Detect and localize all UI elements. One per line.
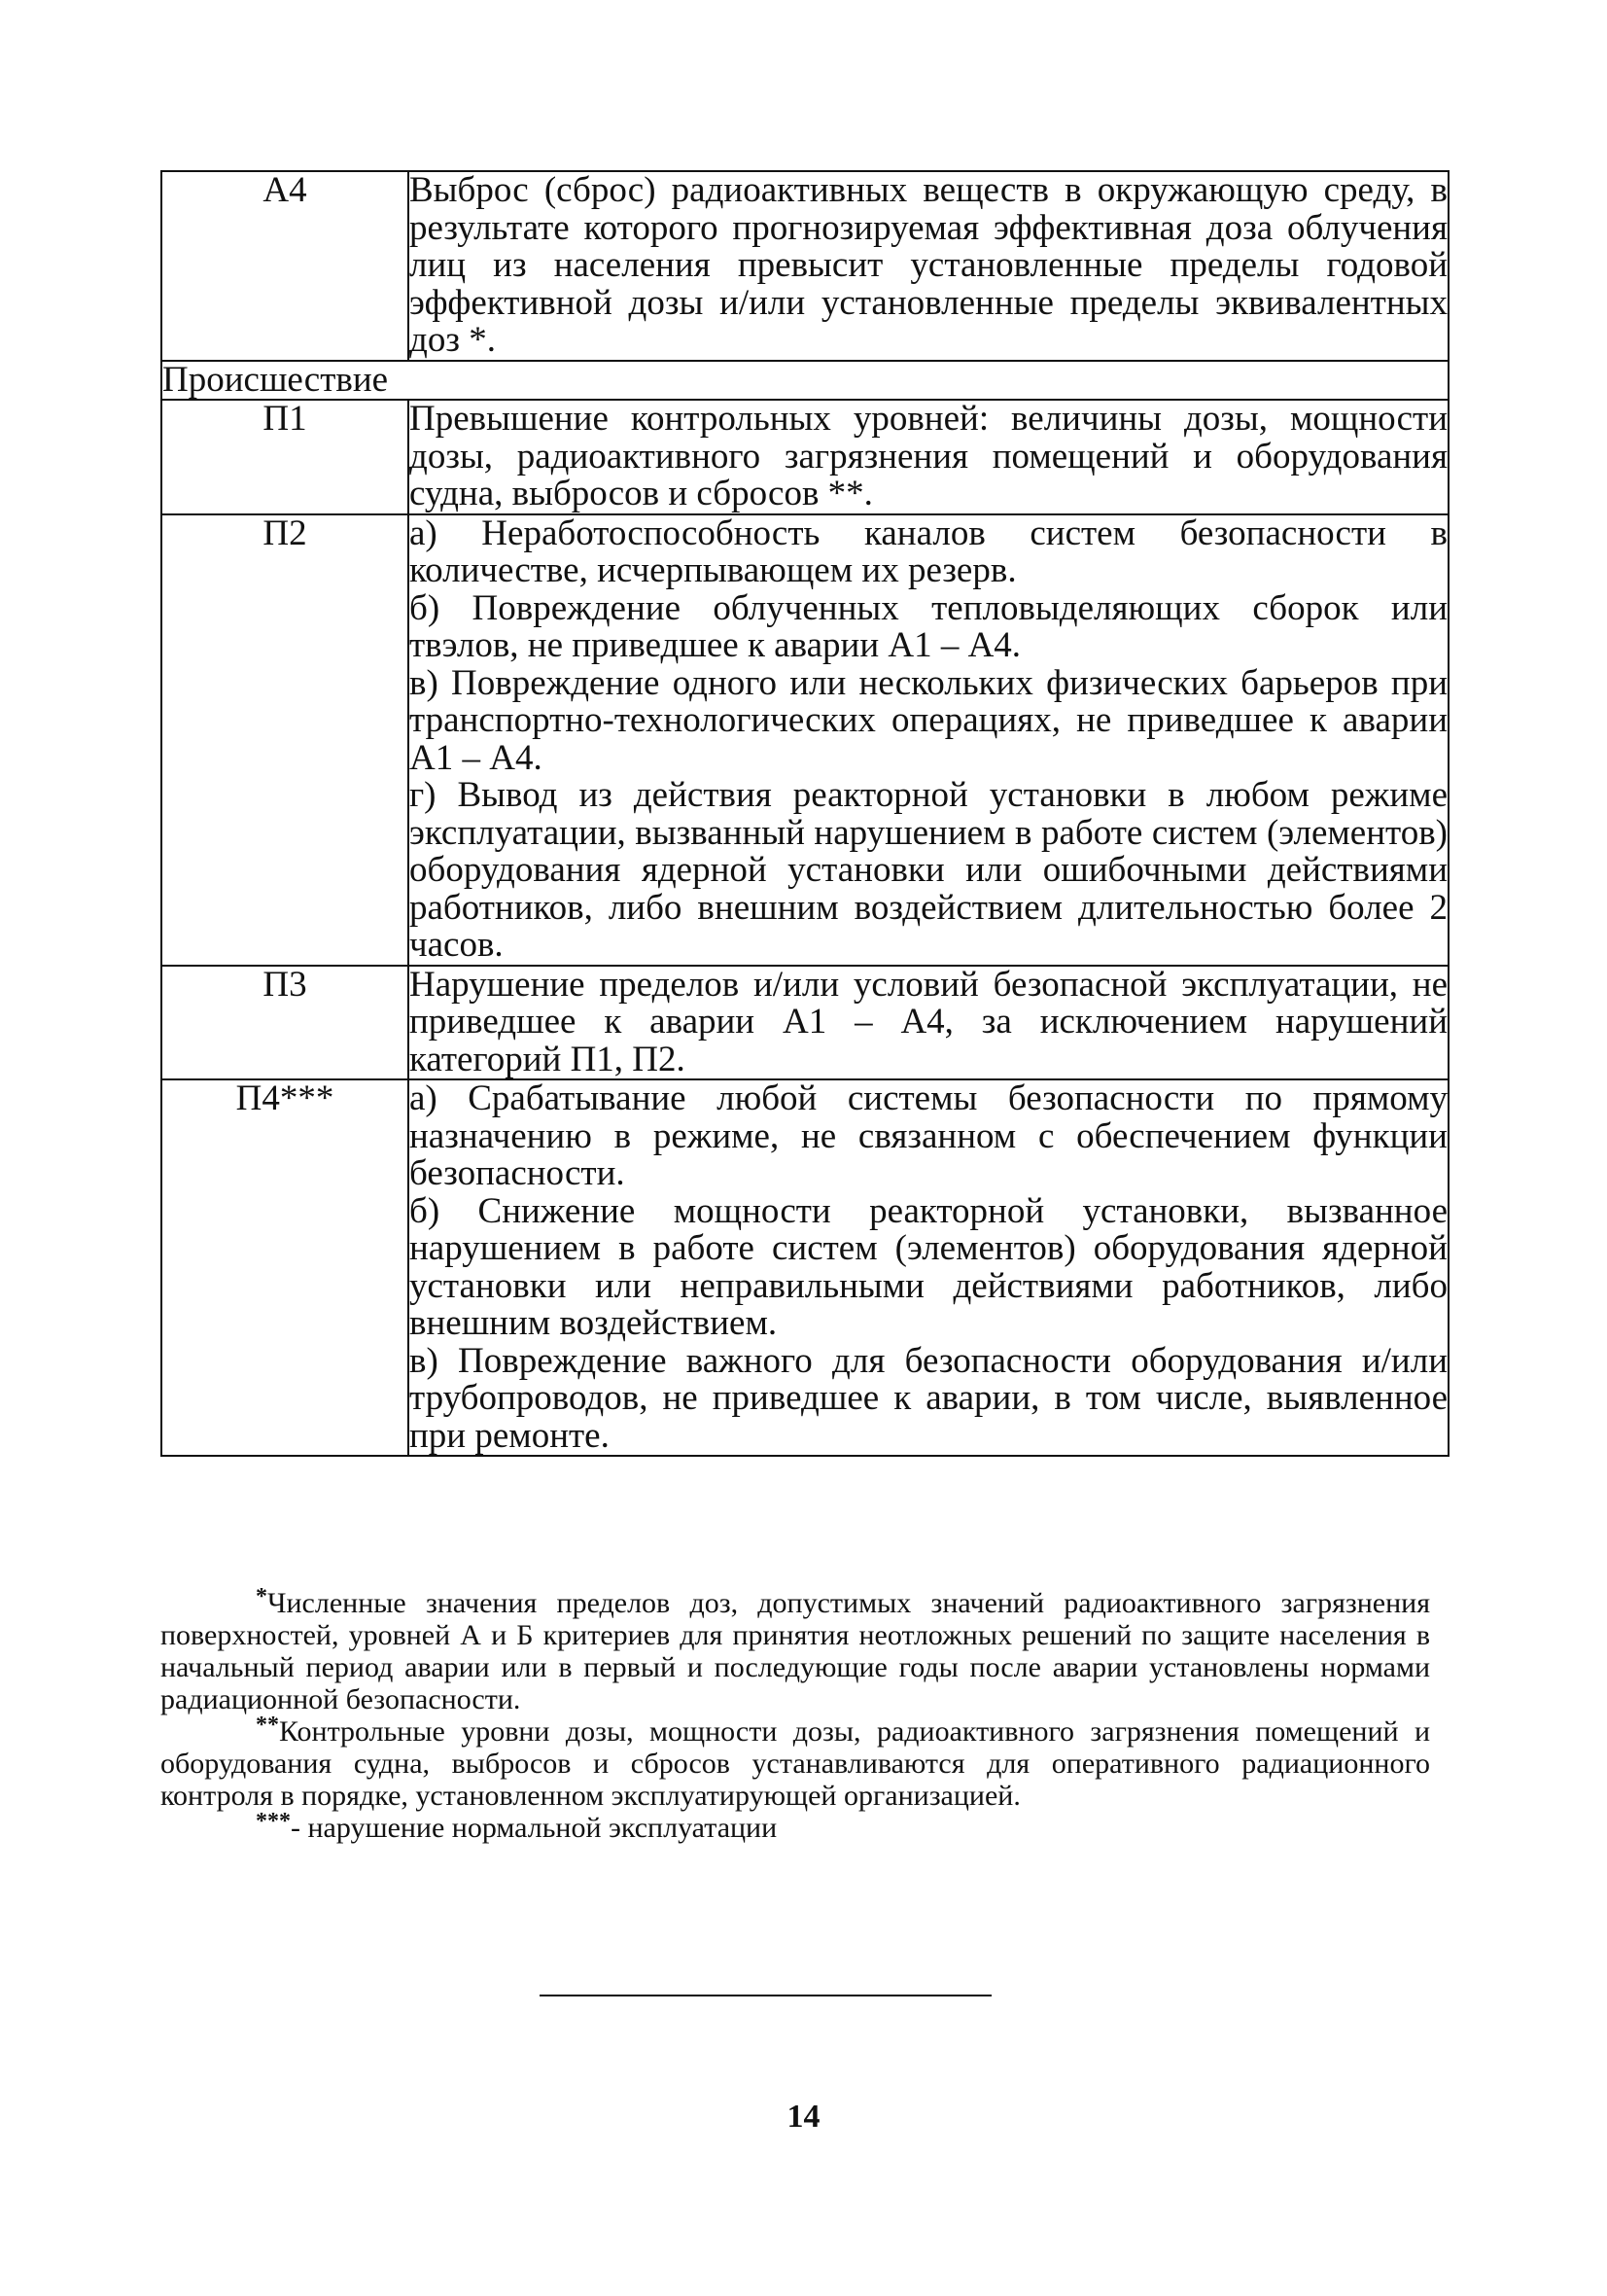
- footnotes: [160, 1584, 1430, 1844]
- footnote: [160, 1715, 1430, 1812]
- event-description: Нарушение пределов и/или условий безопасной эксплуатации, не приведшее к аварии А1 – А4, за исключением нарушений категорий П1, П2.: [409, 964, 1448, 1079]
- footnote-marker: *: [256, 1584, 267, 1609]
- event-code: П1: [161, 400, 408, 514]
- table-row: [161, 171, 1449, 361]
- footnote-text: Численные значения пределов доз, допустимых значений радиоактивного загрязнения поверхностей, уровней А и Б критериев для принятия неотложных решений по защите населения в начальный период аварии или в первый и последующие годы после аварии установлены нормами радиационной безопасности.: [160, 1587, 1430, 1715]
- list-item: а) Неработоспособность каналов систем безопасности в количестве, исчерпывающем их резерв.: [409, 512, 1448, 590]
- table-section-row: [161, 361, 1449, 401]
- table-row: [161, 966, 1449, 1080]
- footnote-text: Контрольные уровни дозы, мощности дозы, радиоактивного загрязнения помещений и оборудования судна, выбросов и сбросов устанавливаются для оперативного радиационного контроля в порядке, установленном эксплуатирующей организацией.: [160, 1715, 1430, 1812]
- event-code: А4: [161, 171, 408, 361]
- list-item: б) Повреждение облученных тепловыделяющих сборок или твэлов, не приведшее к аварии А1 – А4.: [409, 587, 1448, 665]
- event-description: Выброс (сброс) радиоактивных веществ в окружающую среду, в результате которого прогнозируемая эффективная доза облучения лиц из населения превысит установленные пределы годовой эффективной дозы и/или установленные пределы эквивалентных доз *.: [409, 170, 1448, 360]
- footnote-marker: **: [256, 1713, 279, 1738]
- footnote: [160, 1584, 1430, 1715]
- table-row: [161, 400, 1449, 514]
- footnote-marker: ***: [256, 1809, 291, 1834]
- event-code: П2: [161, 514, 408, 966]
- event-code: П4***: [161, 1079, 408, 1456]
- footnote: [160, 1809, 1430, 1844]
- table-row: [161, 1079, 1449, 1456]
- list-item: б) Снижение мощности реакторной установки, вызванное нарушением в работе систем (элементов) оборудования ядерной установки или неправильными действиями работников, либо внешним воздействием.: [409, 1190, 1448, 1343]
- section-heading: Происшествие: [161, 361, 1449, 401]
- event-code: П3: [161, 966, 408, 1080]
- list-item: а) Срабатывание любой системы безопасности по прямому назначению в режиме, не связанном с обеспечением функции безопасности.: [409, 1078, 1448, 1193]
- page-number: 14: [786, 2099, 821, 2135]
- table-row: [161, 514, 1449, 966]
- event-description: Превышение контрольных уровней: величины дозы, мощности дозы, радиоактивного загрязнения помещений и оборудования судна, выбросов и сбросов **.: [409, 399, 1448, 513]
- footnote-text: - нарушение нормальной эксплуатации: [291, 1812, 778, 1844]
- event-classification-table: [160, 170, 1450, 1457]
- list-item: г) Вывод из действия реакторной установки в любом режиме эксплуатации, вызванный нарушением в работе систем (элементов) оборудования ядерной установки или ошибочными действиями работников, либо внешним воздействием длительностью более 2 часов.: [409, 775, 1448, 965]
- list-item: в) Повреждение одного или нескольких физических барьеров при транспортно-технологических операциях, не приведшее к аварии А1 – А4.: [409, 662, 1448, 778]
- horizontal-rule: [540, 1995, 992, 1996]
- event-description: [408, 1079, 1449, 1456]
- list-item: в) Повреждение важного для безопасности оборудования и/или трубопроводов, не приведшее к аварии, в том числе, выявленное при ремонте.: [409, 1340, 1448, 1456]
- event-description: [408, 514, 1449, 966]
